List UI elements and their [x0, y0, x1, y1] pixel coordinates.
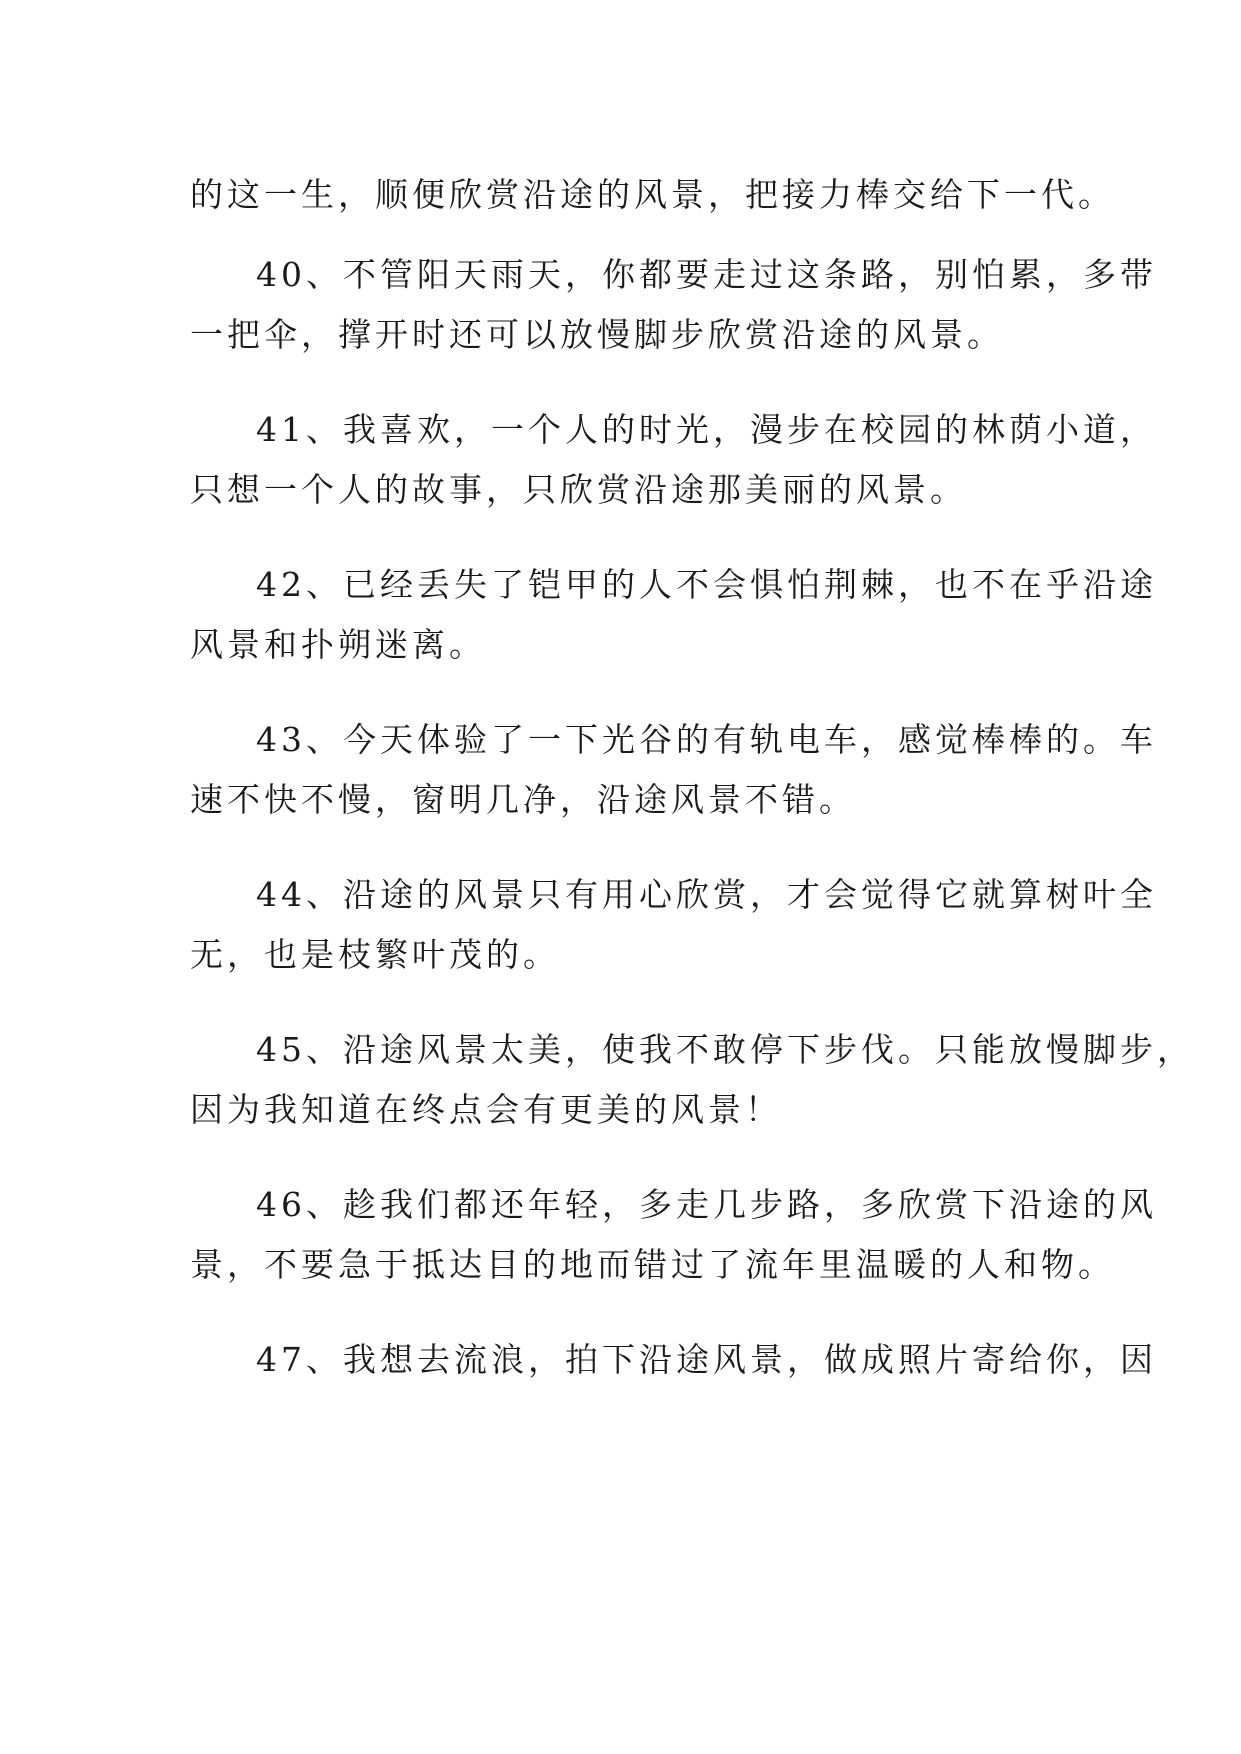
paragraph-line: 无，也是枝繁叶茂的。: [190, 935, 560, 974]
paragraph-line: 47、我想去流浪，拍下沿途风景，做成照片寄给你，因: [256, 1340, 1157, 1379]
numbered-paragraph-42: [190, 555, 1157, 675]
paragraph-line: 46、趁我们都还年轻，多走几步路，多欣赏下沿途的风: [256, 1185, 1157, 1224]
numbered-paragraph-43: [190, 710, 1157, 830]
numbered-paragraph-45: [190, 1020, 1194, 1140]
paragraph-line: 45、沿途风景太美，使我不敢停下步伐。只能放慢脚步，: [256, 1030, 1194, 1069]
paragraph-line: 44、沿途的风景只有用心欣赏，才会觉得它就算树叶全: [256, 875, 1157, 914]
paragraph-line: 一把伞，撑开时还可以放慢脚步欣赏沿途的风景。: [190, 315, 1004, 354]
numbered-paragraph-47: [190, 1330, 1157, 1390]
paragraph-line: 因为我知道在终点会有更美的风景！: [190, 1090, 782, 1129]
paragraph-line: 的这一生，顺便欣赏沿途的风景，把接力棒交给下一代。: [190, 175, 1115, 214]
paragraph-line: 景，不要急于抵达目的地而错过了流年里温暖的人和物。: [190, 1245, 1115, 1284]
continuation-paragraph: [190, 165, 1115, 225]
numbered-paragraph-44: [190, 865, 1157, 985]
paragraph-line: 43、今天体验了一下光谷的有轨电车，感觉棒棒的。车: [256, 720, 1157, 759]
numbered-paragraph-40: [190, 245, 1157, 365]
paragraph-line: 风景和扑朔迷离。: [190, 625, 486, 664]
numbered-paragraph-41: [190, 400, 1157, 520]
paragraph-line: 只想一个人的故事，只欣赏沿途那美丽的风景。: [190, 470, 967, 509]
paragraph-line: 41、我喜欢，一个人的时光，漫步在校园的林荫小道，: [256, 410, 1157, 449]
paragraph-line: 速不快不慢，窗明几净，沿途风景不错。: [190, 780, 856, 819]
paragraph-line: 40、不管阳天雨天，你都要走过这条路，别怕累，多带: [256, 255, 1157, 294]
numbered-paragraph-46: [190, 1175, 1157, 1295]
paragraph-line: 42、已经丢失了铠甲的人不会惧怕荆棘，也不在乎沿途: [256, 565, 1157, 604]
